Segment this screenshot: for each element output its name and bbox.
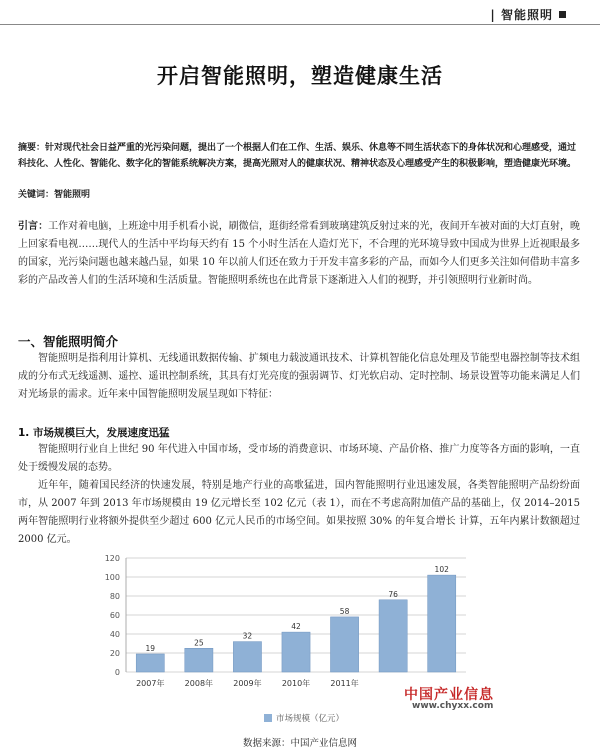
subsection-paragraph-1: 智能照明行业自上世纪 90 年代进入中国市场，受市场的消费意识、市场环境、产品价格、推广力度等各方面的影响，一直处于缓慢发展的态势。 xyxy=(18,444,580,473)
keywords xyxy=(18,187,580,200)
bar xyxy=(233,642,261,672)
y-tick-label: 100 xyxy=(104,573,120,582)
bar xyxy=(185,648,213,672)
header-rule xyxy=(0,24,600,25)
abstract-label: 摘要： xyxy=(18,143,46,153)
bar xyxy=(330,617,358,672)
bar xyxy=(379,600,407,672)
chart-legend xyxy=(264,712,344,724)
data-label: 42 xyxy=(291,622,301,632)
x-tick-label: 2009年 xyxy=(233,679,262,688)
data-label: 102 xyxy=(434,565,449,575)
running-head-square-icon xyxy=(559,11,566,18)
abstract-text: 针对现代社会日益严重的光污染问题，提出了一个根据人们在工作、生活、娱乐、休息等不同生活状态下的身体状况和心理感受，通过科技化、人性化、智能化、数字化的智能系统解决方案，提高光照对人的健康状况、精神状态及心理感受产生的积极影响，塑造健康光环境。 xyxy=(18,143,577,169)
legend-swatch xyxy=(264,714,272,722)
intro-paragraph xyxy=(18,218,580,290)
x-tick-label: 2010年 xyxy=(281,679,311,688)
running-head-text: 智能照明 xyxy=(500,8,553,22)
x-tick-label: 2011年 xyxy=(330,679,359,688)
article-title: 开启智能照明，塑造健康生活 xyxy=(157,64,443,88)
section-paragraph: 智能照明是指利用计算机、无线通讯数据传输、扩频电力载波通讯技术、计算机智能化信息处理及节能型电器控制等技术组成的分布式无线遥测、遥控、遥讯控制系统，其具有灯光亮度的强弱调节、灯光软启动、定时控制、场景设置等功能来满足人们对光场景的需求。近年来中国智能照明发展呈现如下特征： xyxy=(18,353,580,400)
data-label: 19 xyxy=(145,643,156,653)
data-label: 58 xyxy=(339,606,350,616)
y-tick-label: 0 xyxy=(114,668,120,677)
bar xyxy=(282,632,310,672)
subsection-heading: 1. 市场规模巨大，发展速度迅猛 xyxy=(18,427,170,439)
abstract xyxy=(18,140,580,172)
intro-label: 引言： xyxy=(18,221,49,232)
data-source-caption: 数据来源：中国产业信息网 xyxy=(242,738,357,749)
y-tick-label: 80 xyxy=(109,592,120,601)
running-head-bar: | xyxy=(490,8,501,22)
x-tick-label: 2008年 xyxy=(184,679,214,688)
x-tick-label: 2007年 xyxy=(136,679,165,688)
bar xyxy=(428,575,456,672)
subsection-paragraph-2: 近年年，随着国民经济的快速发展，特别是地产行业的高歌猛进，国内智能照明行业迅速发展，各类智能照明产品纷纷面市，从 2007 年到 2013 年市场规模由 19 亿元增长至 102 亿元（表 1），而在不考虑高附加值产品的基础上，仅 2014–2015 两年智能照明行业将额外提供至少超过 600 亿元人民币的市场空间。如果按照 30% 的年复合增长 计算，五年内累计数额超过 2000 亿元。 xyxy=(18,480,580,545)
data-label: 76 xyxy=(388,589,398,599)
legend-label: 市场规模（亿元） xyxy=(276,714,345,724)
data-label: 32 xyxy=(242,631,253,641)
y-tick-label: 60 xyxy=(109,611,120,620)
data-label: 25 xyxy=(194,638,204,648)
watermark-brand: 中国产业信息 xyxy=(404,687,494,703)
section-heading-intro: 一、智能照明简介 xyxy=(18,334,119,349)
watermark-url: www.chyxx.com xyxy=(412,701,494,711)
keywords-text: 智能照明 xyxy=(54,190,91,200)
y-tick-label: 40 xyxy=(109,630,120,639)
bar xyxy=(136,654,164,672)
y-tick-label: 20 xyxy=(109,649,120,658)
keywords-label: 关键词： xyxy=(18,190,55,200)
running-head xyxy=(490,6,566,23)
y-tick-label: 120 xyxy=(104,554,120,563)
intro-text: 工作对着电脑，上班途中用手机看小说，刷微信，逛街经常看到玻璃建筑反射过来的光，夜间开车被对面的大灯直射，晚上回家看电视……现代人的生活中平均每天约有 15 个小时生活在人造灯光下，不合理的光环境导致中国成为世界上近视眼最多的国家，光污染问题也越来越凸显，如果 10 年以前人们还在致力于开发丰富多彩的产品，而如今人们更多关注如何借助丰富多彩的产品改善人们的生活环境和生活质量。智能照明系统也在此背景下逐渐进入人们的视野，并引领照明行业新时尚。 xyxy=(18,221,580,286)
market-size-bar-chart xyxy=(70,548,490,698)
